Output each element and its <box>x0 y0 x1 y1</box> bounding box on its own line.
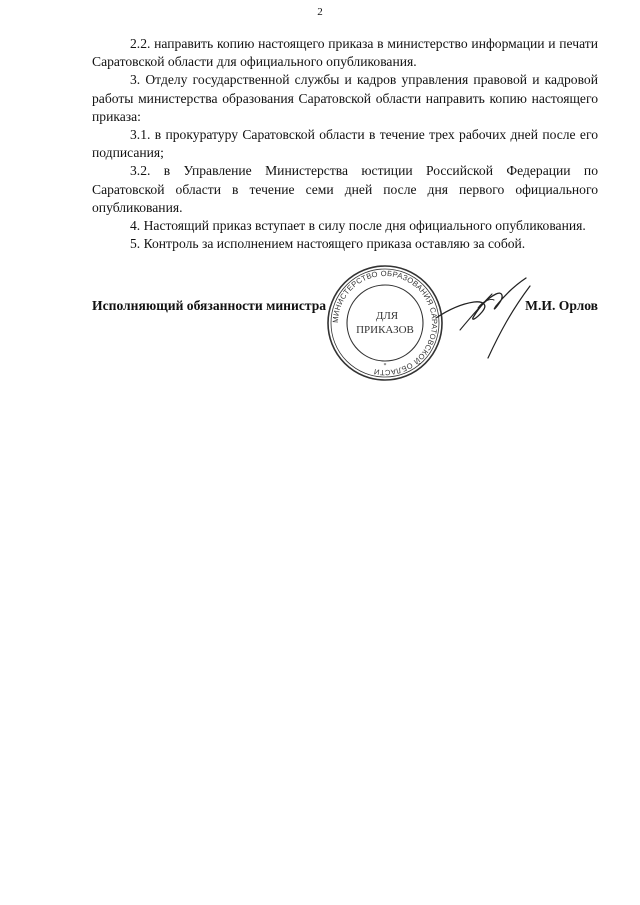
official-stamp-icon <box>325 263 445 383</box>
paragraph-3-2: 3.2. в Управление Министерства юстиции Российской Федерации по Саратовской области в течение семи дней после дня первого официального опубликования. <box>92 163 598 215</box>
paragraph-4: 4. Настоящий приказ вступает в силу после дня официального опубликования. <box>130 218 586 234</box>
svg-text:*: * <box>383 363 387 369</box>
signer-name: М.И. Орлов <box>525 298 598 313</box>
handwritten-signature-icon <box>430 272 540 362</box>
signer-title: Исполняющий обязанности министра <box>92 298 327 313</box>
stamp-ring-text: МИНИСТЕРСТВО ОБРАЗОВАНИЯ САРАТОВСКОЙ ОБЛАСТИ <box>330 268 440 378</box>
stamp-center-line1: ДЛЯ <box>375 310 399 322</box>
stamp-center-line2: ПРИКАЗОВ <box>356 324 414 336</box>
order-body-text <box>92 35 598 253</box>
paragraph-2-2: 2.2. направить копию настоящего приказа в министерство информации и печати Саратовской области для официального опубликования. <box>92 36 598 70</box>
paragraph-5: 5. Контроль за исполнением настоящего приказа оставляю за собой. <box>130 236 526 252</box>
paragraph-3: 3. Отделу государственной службы и кадров управления правовой и кадровой работы министерства образования Саратовской области направить копию настоящего приказа: <box>92 72 598 124</box>
page-number: 2 <box>317 6 323 18</box>
paragraph-3-1: 3.1. в прокуратуру Саратовской области в течение трех рабочих дней после его подписания; <box>92 127 598 161</box>
